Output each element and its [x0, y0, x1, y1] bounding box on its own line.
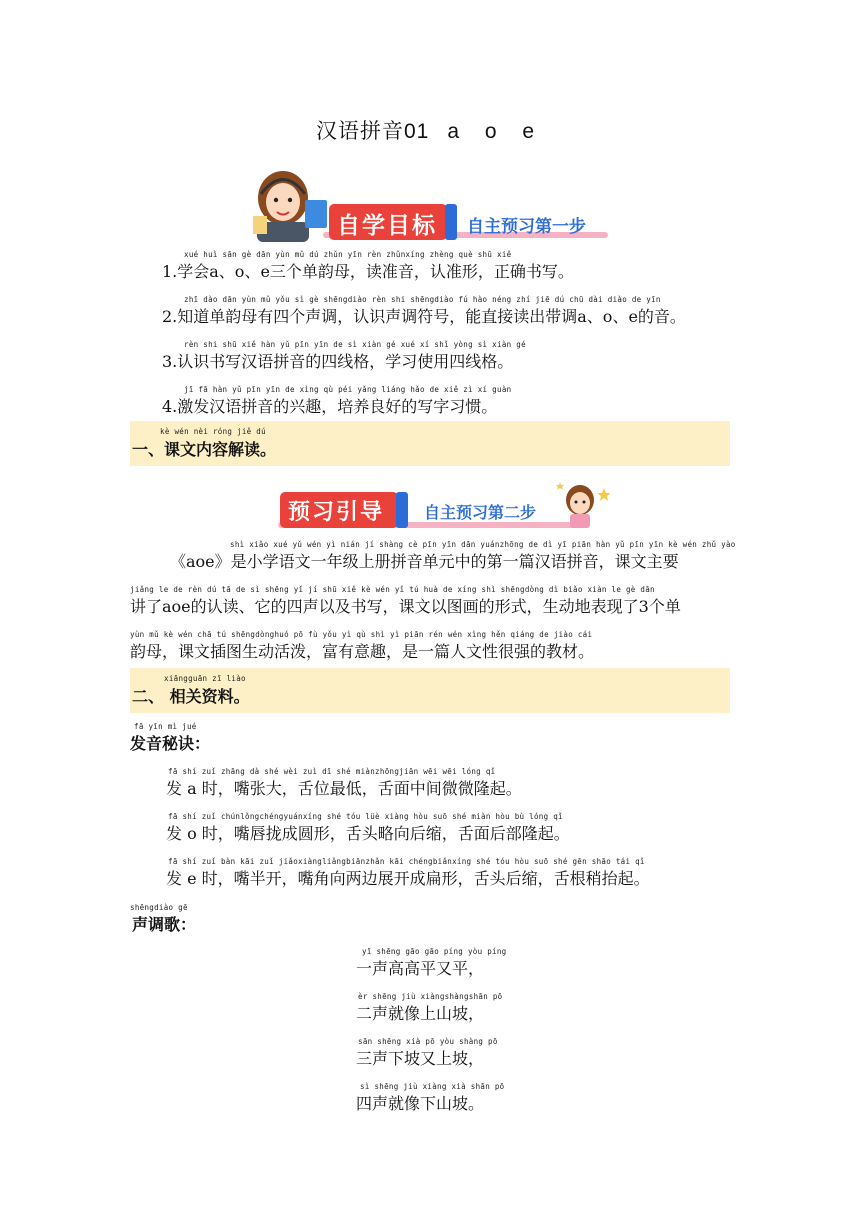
- fayin-line-text: 发 a 时，嘴张大，舌位最低，舌面中间微微隆起。: [166, 779, 522, 798]
- page-title: [0, 115, 860, 145]
- fayin-line-pinyin: fā shí zuǐ chúnlǒngchéngyuánxíng shé tóu lüè xiàng hòu suō shé miàn hòu bù lóng qǐ: [168, 812, 563, 821]
- goal-text: 2.知道单韵母有四个声调，认识声调符号，能直接读出带调a、o、e的音。: [162, 307, 686, 326]
- song-line-pinyin: sān shēng xià pō yòu shàng pō: [358, 1037, 498, 1046]
- goal-text: 4.激发汉语拼音的兴趣，培养良好的写字习惯。: [162, 397, 498, 416]
- banner2-sub: 自主预习第二步: [424, 503, 537, 522]
- section-heading-2: [130, 668, 730, 713]
- title-letters: a o e: [447, 120, 545, 143]
- goal-pinyin: rèn shi shū xiě hàn yǔ pīn yīn de sì xiàn gé xué xí shǐ yòng sì xiàn gé: [184, 340, 526, 349]
- fayin-line-pinyin: fā shí zuǐ bàn kāi zuǐ jiǎoxiàngliǎngbiānzhǎn kāi chéngbiǎnxíng shé tóu hòu suō shé gēn shāo tái qǐ: [168, 857, 645, 866]
- self-study-goals-banner: [245, 160, 610, 242]
- song-line-pinyin: yī shēng gāo gāo píng yòu píng: [362, 947, 507, 956]
- title-prefix: 汉语拼音: [315, 120, 404, 143]
- intro-pinyin: jiǎng le de rèn dú tā de sì shēng yǐ jí shū xiě kè wén yǐ tú huà de xíng shì shēngdòng dì biǎo xiàn le gè dān: [130, 585, 655, 594]
- song-line-text: 四声就像下山坡。: [356, 1094, 485, 1113]
- song-line-text: 三声下坡又上坡，: [356, 1049, 485, 1068]
- fayin-line-pinyin: fā shí zuǐ zhāng dà shé wèi zuì dī shé miànzhōngjiān wēi wēi lóng qǐ: [168, 767, 496, 776]
- banner2-main: 预习引导: [288, 500, 385, 525]
- banner1-main: 自学目标: [337, 213, 437, 239]
- song-pinyin: shēngdiào gē: [130, 903, 188, 912]
- intro-pinyin: yùn mǔ kè wén chā tú shēngdònghuó pō fù yǒu yì qù shì yì piān rén wén xìng hěn qiáng de jiào cái: [130, 630, 593, 639]
- goal-pinyin: jī fā hàn yǔ pīn yīn de xìng qù péi yǎng liáng hǎo de xiě zì xí guàn: [184, 385, 512, 394]
- goal-text: 3.认识书写汉语拼音的四线格，学习使用四线格。: [162, 352, 514, 371]
- fayin-pinyin: fā yīn mì jué: [134, 722, 197, 731]
- section2-pinyin: xiāngguān zī liào: [164, 674, 246, 683]
- song-line-text: 二声就像上山坡，: [356, 1004, 485, 1023]
- preview-guide-banner: [278, 478, 610, 534]
- title-number: 01: [403, 120, 430, 143]
- song-title: 声调歌：: [132, 915, 197, 934]
- intro-text: 《aoe》是小学语文一年级上册拼音单元中的第一篇汉语拼音，课文主要: [170, 552, 679, 571]
- intro-text: 讲了aoe的认读、它的四声以及书写，课文以图画的形式，生动地表现了3个单: [130, 597, 681, 616]
- fayin-line-text: 发 o 时，嘴唇拢成圆形，舌头略向后缩，舌面后部隆起。: [166, 824, 570, 843]
- song-line-pinyin: èr shēng jiù xiàngshàngshān pō: [358, 992, 503, 1001]
- section-heading-1: [130, 421, 730, 466]
- song-line-text: 一声高高平又平，: [356, 959, 485, 978]
- goal-pinyin: zhī dào dān yùn mǔ yǒu sì gè shēngdiào rèn shi shēngdiào fú hào néng zhí jiē dú chū dài diào de yīn: [184, 295, 661, 304]
- intro-pinyin: shì xiǎo xué yǔ wén yì nián jí shàng cè pīn yīn dān yuánzhōng de dì yī piān hàn yǔ pīn yīn kè wén zhǔ yào: [230, 540, 736, 549]
- fayin-title: 发音秘诀：: [130, 734, 211, 753]
- section1-title: 一、课文内容解读。: [132, 440, 277, 459]
- intro-text: 韵母，课文插图生动活泼，富有意趣，是一篇人文性很强的教材。: [130, 642, 595, 661]
- song-line-pinyin: sì shēng jiù xiàng xià shān pō: [360, 1082, 505, 1091]
- section1-pinyin: kè wén nèi róng jiě dú: [160, 427, 266, 436]
- goal-pinyin: xué huì sān gè dān yùn mǔ dú zhǔn yīn rèn zhǔnxíng zhèng què shū xiě: [184, 250, 512, 259]
- section2-title: 二、 相关资料。: [132, 687, 250, 706]
- fayin-line-text: 发 e 时，嘴半开，嘴角向两边展开成扁形，舌头后缩，舌根稍抬起。: [166, 869, 650, 888]
- goal-text: 1.学会a、o、e三个单韵母，读准音，认准形，正确书写。: [162, 262, 574, 281]
- banner1-sub: 自主预习第一步: [467, 217, 586, 237]
